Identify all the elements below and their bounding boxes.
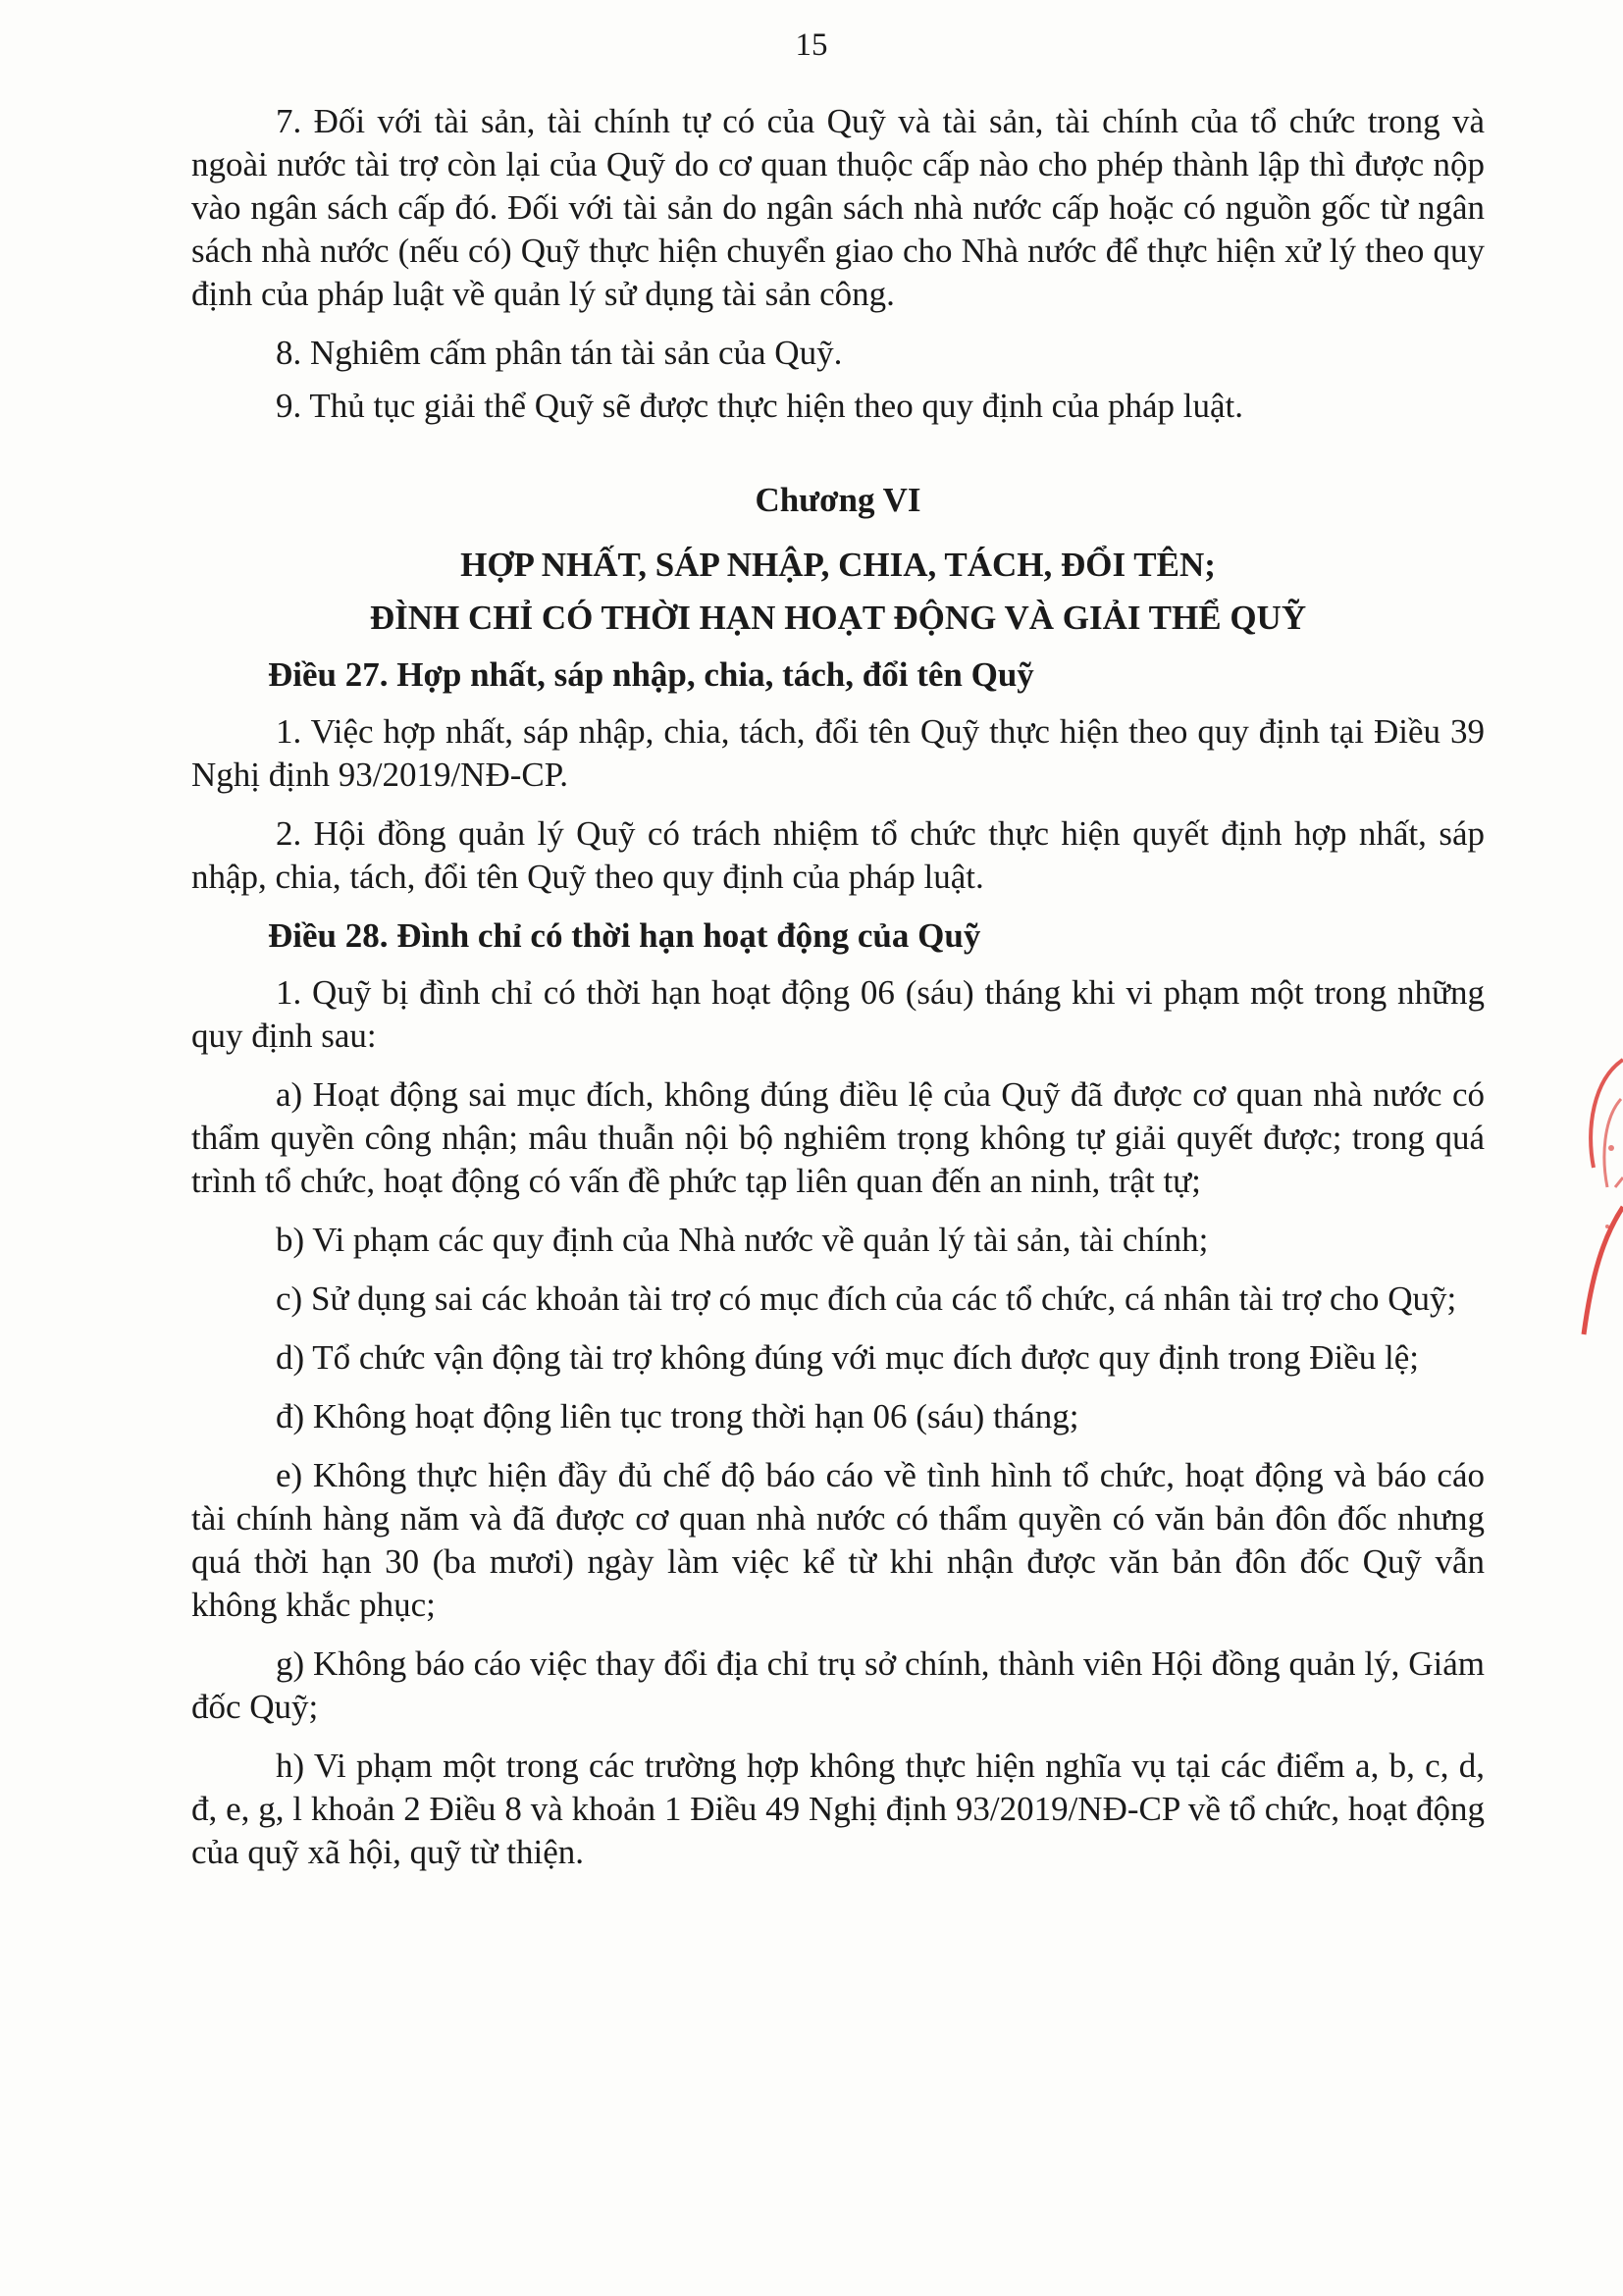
paragraph-7: 7. Đối với tài sản, tài chính tự có của Quỹ và tài sản, tài chính của tổ chức trong và ngoài nước tài trợ còn lại của Quỹ do cơ quan thuộc cấp nào cho phép thành lập thì được nộp vào ngân sách cấp đó. Đối với tài sản do ngân sách nhà nước cấp hoặc có nguồn gốc từ ngân sách nhà nước (nếu có) Quỹ thực hiện chuyển giao cho Nhà nước để thực hiện xử lý theo quy định của pháp luật về quản lý sử dụng tài sản công. — [191, 102, 1485, 313]
page-number: 15 — [795, 27, 828, 63]
paragraph-9: 9. Thủ tục giải thể Quỹ sẽ được thực hiện theo quy định của pháp luật. — [276, 387, 1243, 425]
article-28-heading: Điều 28. Đình chỉ có thời hạn hoạt động của Quỹ — [268, 916, 981, 955]
article-28-point-d: d) Tổ chức vận động tài trợ không đúng với mục đích được quy định trong Điều lệ; — [276, 1338, 1419, 1377]
article-28-clause-1: 1. Quỹ bị đình chỉ có thời hạn hoạt động 06 (sáu) tháng khi vi phạm một trong những quy định sau: — [191, 973, 1485, 1055]
chapter-title-line-1: HỢP NHẤT, SÁP NHẬP, CHIA, TÁCH, ĐỔI TÊN; — [460, 546, 1216, 584]
article-28-point-g: g) Không báo cáo việc thay đổi địa chỉ trụ sở chính, thành viên Hội đồng quản lý, Giám đốc Quỹ; — [191, 1644, 1485, 1726]
chapter-title-line-2: ĐÌNH CHỈ CÓ THỜI HẠN HOẠT ĐỘNG VÀ GIẢI THỂ QUỸ — [369, 599, 1307, 637]
article-28-point-a: a) Hoạt động sai mục đích, không đúng điều lệ của Quỹ đã được cơ quan nhà nước có thẩm quyền công nhận; mâu thuẫn nội bộ nghiêm trọng không tự giải quyết được; trong quá trình tổ chức, hoạt động có vấn đề phức tạp liên quan đến an ninh, trật tự; — [191, 1075, 1485, 1200]
article-28-point-h: h) Vi phạm một trong các trường hợp không thực hiện nghĩa vụ tại các điểm a, b, c, d, đ, e, g, l khoản 2 Điều 8 và khoản 1 Điều 49 Nghị định 93/2019/NĐ-CP về tổ chức, hoạt động của quỹ xã hội, quỹ từ thiện. — [191, 1747, 1485, 1871]
article-27-heading: Điều 27. Hợp nhất, sáp nhập, chia, tách, đổi tên Quỹ — [268, 655, 1034, 694]
article-27-clause-2: 2. Hội đồng quản lý Quỹ có trách nhiệm tổ chức thực hiện quyết định hợp nhất, sáp nhập, chia, tách, đổi tên Quỹ theo quy định của pháp luật. — [191, 814, 1485, 896]
chapter-label: Chương VI — [755, 481, 921, 519]
article-28-point-dd: đ) Không hoạt động liên tục trong thời hạn 06 (sáu) tháng; — [276, 1397, 1079, 1435]
article-28-point-b: b) Vi phạm các quy định của Nhà nước về quản lý tài sản, tài chính; — [276, 1221, 1209, 1259]
paragraph-8: 8. Nghiêm cấm phân tán tài sản của Quỹ. — [276, 334, 843, 372]
article-28-point-e: e) Không thực hiện đầy đủ chế độ báo cáo về tình hình tổ chức, hoạt động và báo cáo tài chính hàng năm và đã được cơ quan nhà nước có thẩm quyền có văn bản đôn đốc nhưng quá thời hạn 30 (ba mươi) ngày làm việc kể từ khi nhận được văn bản đôn đốc Quỹ vẫn không khắc phục; — [191, 1456, 1485, 1624]
article-27-clause-1: 1. Việc hợp nhất, sáp nhập, chia, tách, đổi tên Quỹ thực hiện theo quy định tại Điều 39 Nghị định 93/2019/NĐ-CP. — [191, 712, 1485, 794]
red-seal-fragment — [1564, 1040, 1623, 1354]
document-body — [191, 100, 1485, 1890]
article-28-point-c: c) Sử dụng sai các khoản tài trợ có mục đích của các tổ chức, cá nhân tài trợ cho Quỹ; — [276, 1279, 1457, 1318]
